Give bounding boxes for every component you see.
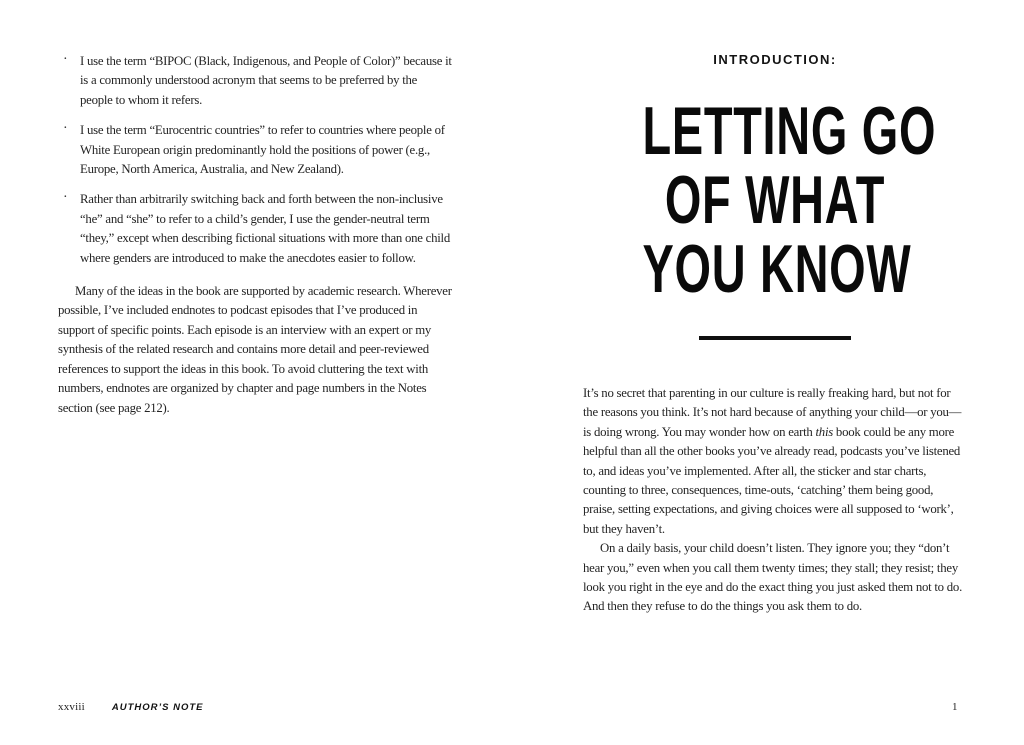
left-folio-page-number: xxviii xyxy=(58,701,85,713)
paragraph-text: book could be any more helpful than all the other books you’ve already read, podcasts you’ve listened to, and ideas you’ve implemented. After all, the sticker and star charts, counting to three, consequences, time-outs, ‘catching’ them being good, praise, setting expectations, and giving choices were all supposed to ‘work’, but they haven’t. xyxy=(583,424,961,536)
body-paragraph: On a daily basis, your child doesn’t listen. They ignore you; they “don’t hear you,” even when you call them twenty times; they stall; they resist; they look you right in the eye and do the exact thing you just asked them not to do. And then they refuse to do the things you ask them to do. xyxy=(583,541,963,614)
bullet-dot-icon: · xyxy=(63,190,68,206)
right-page xyxy=(583,0,967,745)
italic-word: this xyxy=(815,424,833,439)
right-page-footer xyxy=(952,697,958,715)
chapter-title xyxy=(583,93,967,307)
list-item xyxy=(58,52,452,110)
right-folio-page-number: 1 xyxy=(952,701,958,713)
left-page xyxy=(58,52,452,418)
chapter-title-line: OF WHAT xyxy=(664,162,886,238)
left-page-footer xyxy=(58,697,204,715)
right-page-body xyxy=(583,384,967,617)
chapter-title-line: LETTING GO xyxy=(642,93,937,169)
running-head: AUTHOR’S NOTE xyxy=(111,702,204,713)
bullet-dot-icon: · xyxy=(63,52,68,67)
bullet-dot-icon: · xyxy=(63,121,68,137)
bullet-text: I use the term “BIPOC (Black, Indigenous, and People of Color)” because it is a commonly understood acronym that seems to be preferred by the people to whom it refers. xyxy=(80,54,452,107)
chapter-kicker: INTRODUCTION: xyxy=(713,52,837,67)
bullet-text: Rather than arbitrarily switching back and forth between the non-inclusive “he” and “she” to refer to a child’s gender, I use the gender-neutral term “they,” except when describing fictional situations with more than one child where genders are introduced to make the anecdotes easier to follow. xyxy=(80,192,451,265)
list-item xyxy=(58,190,452,268)
list-item xyxy=(58,121,452,179)
bullet-text: I use the term “Eurocentric countries” to refer to countries where people of White European origin predominantly hold the positions of power (e.g., Europe, North America, Australia, and New Zealand). xyxy=(80,123,445,177)
chapter-title-line: YOU KNOW xyxy=(642,231,912,307)
body-paragraph xyxy=(583,384,967,539)
title-divider-rule xyxy=(699,336,851,340)
left-page-paragraph: Many of the ideas in the book are supported by academic research. Wherever possible, I’ve included endnotes to podcast episodes that I’ve produced in support of specific points. Each episode is an interview with an expert or my synthesis of the related research and contains more detail and peer-reviewed references to support the ideas in this book. To avoid cluttering the text with numbers, endnotes are organized by chapter and page numbers in the Notes section (see page 212). xyxy=(58,284,452,415)
paragraph-text: It’s no secret that parenting in our culture is really freaking hard, but not for the reasons you think. It’s not hard because of anything your child—or you—is doing wrong. You may wonder how on earth xyxy=(583,386,962,439)
bullet-list xyxy=(58,52,452,268)
